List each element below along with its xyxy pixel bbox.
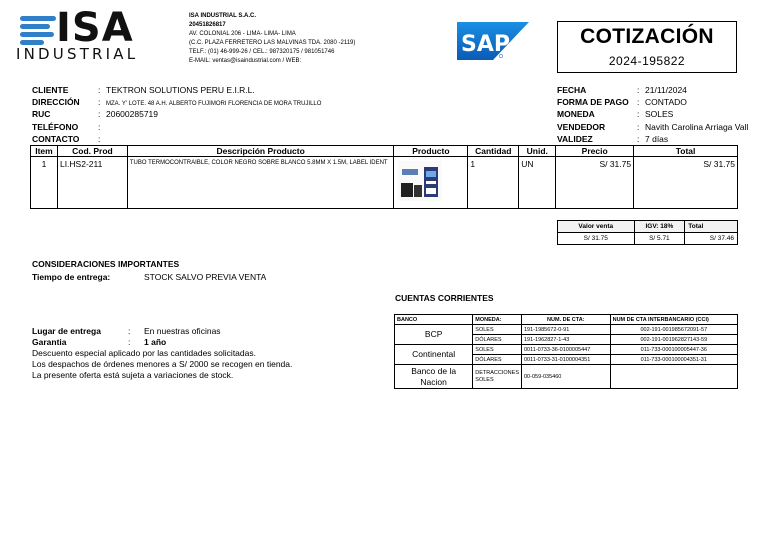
continental-dolares-cci: 011-733-000100004351-31	[610, 355, 737, 365]
bank-accounts-table	[394, 314, 738, 389]
date-label: FECHA	[557, 85, 587, 95]
account-col-header: NUM. DE CTA:	[522, 315, 611, 325]
igv-label: IGV: 18%	[634, 221, 685, 233]
delivery-time-value: STOCK SALVO PREVIA VENTA	[144, 272, 267, 282]
delivery-place-value: En nuestras oficinas	[144, 326, 221, 336]
bank-header-row	[395, 315, 738, 325]
client-row: CLIENTE : TEKTRON SOLUTIONS PERU E.I.R.L.	[32, 85, 255, 95]
col-header-unit: Unid.	[519, 146, 556, 157]
total-label: Total	[685, 221, 738, 233]
bcp-soles-account: 191-1985672-0-91	[522, 325, 611, 335]
warranty-label: Garantia	[32, 337, 67, 347]
items-header-row	[31, 146, 738, 157]
item-description: TUBO TERMOCONTRAIBLE, COLOR NEGRO SOBRE BLANCO 5.8MM X 1.5M, LABEL IDENT	[127, 157, 394, 209]
sap-logo	[457, 22, 529, 60]
nacion-currency: DETRACCIONES SOLES	[473, 365, 522, 389]
item-code: LI.HS2-211	[57, 157, 127, 209]
note-dispatch: Los despachos de órdenes menores a S/ 2000 se recogen en tienda.	[32, 359, 293, 369]
accounts-title: CUENTAS CORRIENTES	[395, 293, 494, 303]
quote-box	[557, 21, 737, 73]
col-header-code: Cod. Prod	[57, 146, 127, 157]
currency-row: MONEDA : SOLES	[557, 109, 674, 119]
item-total: S/ 31.75	[634, 157, 738, 209]
address-row: DIRECCIÓN : MZA. Y' LOTE. 48 A.H. ALBERTO FUJIMORI FLORENCIA DE MORA TRUJILLO	[32, 97, 322, 107]
continental-dolares-currency: DÓLARES	[473, 355, 522, 365]
item-quantity: 1	[468, 157, 519, 209]
logo-wordmark: ISA	[56, 5, 134, 51]
table-row	[31, 157, 738, 209]
phone-label: TELÉFONO	[32, 122, 79, 132]
bank-continental: Continental	[395, 345, 473, 365]
continental-soles-account: 0011-0733-36-0100005447	[522, 345, 611, 355]
ruc-row: RUC : 20600285719	[32, 109, 159, 119]
sap-logo-text: SAP	[461, 32, 510, 57]
table-row	[395, 325, 738, 335]
client-value: TEKTRON SOLUTIONS PERU E.I.R.L.	[106, 85, 255, 95]
continental-dolares-account: 0011-0733-31-0100004351	[522, 355, 611, 365]
nacion-account: 00-059-035460	[522, 365, 611, 389]
item-product-cell	[394, 157, 468, 209]
company-name: ISA INDUSTRIAL S.A.C.	[189, 13, 257, 19]
delivery-place-label: Lugar de entrega	[32, 326, 101, 336]
validity-label: VALIDEZ	[557, 134, 593, 144]
seller-row: VENDEDOR : Navith Carolina Arriaga Vall	[557, 122, 749, 132]
currency-label: MONEDA	[557, 109, 595, 119]
payment-value: CONTADO	[645, 97, 687, 107]
seller-value: Navith Carolina Arriaga Vall	[645, 122, 749, 132]
considerations-title: CONSIDERACIONES IMPORTANTES	[32, 259, 180, 269]
item-price: S/ 31.75	[556, 157, 634, 209]
address-label: DIRECCIÓN	[32, 97, 80, 107]
quote-title: COTIZACIÓN	[580, 25, 714, 48]
company-address: AV. COLONIAL 206 - LIMA- LIMA- LIMA	[189, 31, 296, 37]
col-header-quantity: Cantidad	[468, 146, 519, 157]
delivery-terms: Lugar de entrega : En nuestras oficinas Garantia : 1 año Descuento especial aplicado por las cantidades solicitadas. Los despachos de órdenes menores a S/ 2000 se recogen en tienda. La presente oferta está sujeta a variaciones de stock.	[32, 326, 293, 380]
company-contact: E-MAIL: ventas@isaindustrial.com / WEB:	[189, 58, 302, 64]
bcp-dolares-currency: DÓLARES	[473, 335, 522, 345]
igv-value: S/ 5.71	[634, 233, 685, 245]
currency-value: SOLES	[645, 109, 674, 119]
bcp-soles-cci: 002-191-001985672091-57	[610, 325, 737, 335]
contact-row: CONTACTO :	[32, 134, 101, 144]
bank-col-header: BANCO	[395, 315, 473, 325]
totals-table	[557, 220, 738, 245]
address-value: MZA. Y' LOTE. 48 A.H. ALBERTO FUJIMORI FLORENCIA DE MORA TRUJILLO	[106, 101, 322, 107]
bcp-dolares-cci: 002-191-001962827143-59	[610, 335, 737, 345]
phone-row: TELÉFONO :	[32, 122, 101, 132]
seller-label: VENDEDOR	[557, 122, 606, 132]
cci-col-header: NUM DE CTA INTERBANCARIO (CCI)	[610, 315, 737, 325]
bcp-soles-currency: SOLES	[473, 325, 522, 335]
continental-soles-cci: 011-733-000100005447-36	[610, 345, 737, 355]
subtotal-label: Valor venta	[558, 221, 635, 233]
ruc-value: 20600285719	[106, 109, 159, 119]
validity-row: VALIDEZ : 7 días	[557, 134, 669, 144]
logo-subtitle: INDUSTRIAL	[16, 45, 139, 63]
payment-row: FORMA DE PAGO : CONTADO	[557, 97, 687, 107]
contact-label: CONTACTO	[32, 134, 80, 144]
client-label: CLIENTE	[32, 85, 69, 95]
company-ruc: 20451826817	[189, 22, 226, 28]
ruc-label: RUC	[32, 109, 51, 119]
bank-bcp: BCP	[395, 325, 473, 345]
quote-number: 2024-195822	[608, 54, 686, 68]
company-phones: TELF.: (01) 46-999-26 / CEL.: 987320175 / 981051746	[189, 49, 335, 55]
total-value: S/ 37.46	[685, 233, 738, 245]
currency-col-header: MONEDA:	[473, 315, 522, 325]
company-address-2: (C.C. PLAZA FERRETERO LAS MALVINAS TDA. 2080 -2119)	[189, 40, 356, 46]
col-header-item: Item	[31, 146, 58, 157]
note-stock: La presente oferta está sujeta a variaciones de stock.	[32, 370, 234, 380]
note-discount: Descuento especial aplicado por las cantidades solicitadas.	[32, 348, 256, 358]
delivery-time-row	[32, 272, 266, 282]
item-number: 1	[31, 157, 58, 209]
item-unit: UN	[519, 157, 556, 209]
col-header-product: Producto	[394, 146, 468, 157]
table-row	[395, 345, 738, 355]
warranty-value: 1 año	[144, 337, 167, 347]
product-image	[398, 161, 442, 201]
date-value: 21/11/2024	[645, 85, 687, 95]
date-row: FECHA : 21/11/2024	[557, 85, 687, 95]
items-table	[30, 145, 738, 209]
bcp-dolares-account: 191-1962827-1-43	[522, 335, 611, 345]
col-header-description: Descripción Producto	[127, 146, 394, 157]
subtotal-value: S/ 31.75	[558, 233, 635, 245]
payment-label: FORMA DE PAGO	[557, 97, 629, 107]
col-header-total: Total	[634, 146, 738, 157]
continental-soles-currency: SOLES	[473, 345, 522, 355]
nacion-cci	[610, 365, 737, 389]
bank-nacion: Banco de la Nacion	[395, 365, 473, 389]
col-header-price: Precio	[556, 146, 634, 157]
table-row	[395, 365, 738, 389]
logo-stripes-icon	[20, 16, 60, 44]
delivery-time-label: Tiempo de entrega:	[32, 272, 111, 282]
company-info	[189, 12, 355, 66]
validity-value: 7 días	[645, 134, 669, 144]
